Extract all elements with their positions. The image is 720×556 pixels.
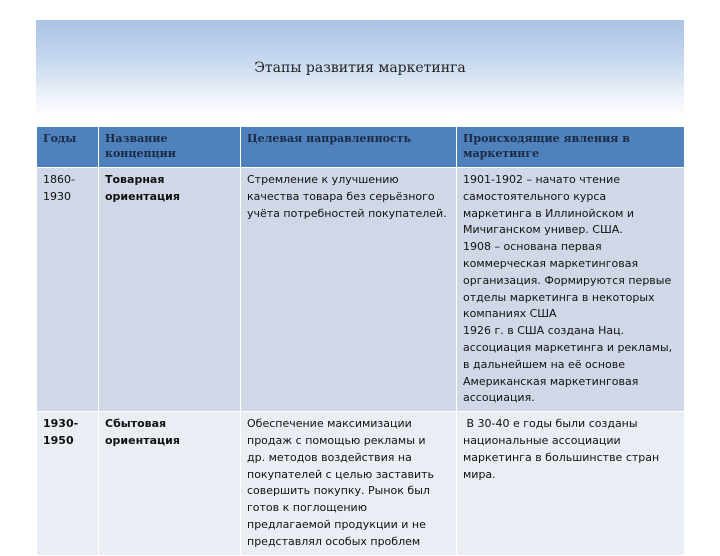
cell-text: др. методов воздействия на — [247, 450, 412, 464]
cell-focus — [241, 168, 457, 412]
header-text: Целевая направленность — [247, 132, 411, 145]
cell-text: Товарная — [105, 173, 165, 186]
table-header-row — [37, 127, 685, 168]
cell-events — [457, 168, 685, 412]
cell-text: 1930- — [43, 417, 79, 431]
cell-text: ассоциация. — [463, 391, 535, 405]
cell-text: В 30-40 е годы были созданы — [463, 417, 638, 431]
cell-years — [37, 412, 99, 555]
cell-text: Мичиганском универ. США. — [463, 223, 623, 237]
header-text: Происходящие явления в — [463, 132, 630, 145]
cell-text: 1860- — [43, 173, 75, 186]
cell-text: Обеспечение максимизации — [247, 417, 412, 431]
cell-focus — [241, 412, 457, 555]
marketing-stages-table — [36, 126, 685, 556]
cell-text: 1908 – основана первая — [463, 240, 602, 254]
cell-text: готов к поглощению — [247, 501, 367, 515]
cell-text: коммерческая маркетинговая — [463, 256, 639, 270]
header-events — [457, 127, 685, 168]
cell-text: ориентация — [105, 189, 180, 203]
header-concept — [99, 127, 241, 168]
cell-text: национальные ассоциации — [463, 433, 621, 447]
cell-text: Американская маркетинговая — [463, 374, 639, 388]
table-row — [37, 412, 685, 555]
cell-text: мира. — [463, 467, 496, 481]
header-years — [37, 127, 99, 168]
header-focus — [241, 127, 457, 168]
cell-text: покупателей с целью заставить — [247, 467, 435, 481]
cell-text: представлял особых проблем — [247, 534, 421, 548]
cell-text: предлагаемой продукции и не — [247, 517, 426, 531]
cell-text: совершить покупку. Рынок был — [247, 484, 430, 498]
cell-text: продаж с помощью рекламы и — [247, 433, 426, 447]
cell-text: 1950 — [43, 433, 74, 447]
cell-text: компаниях США — [463, 307, 557, 321]
header-text: Название — [105, 132, 168, 145]
cell-text: отделы маркетинга в некоторых — [463, 290, 655, 304]
table-row — [37, 168, 685, 412]
title-band — [36, 20, 684, 116]
cell-text: самостоятельного курса — [463, 189, 607, 203]
cell-concept — [99, 168, 241, 412]
cell-text: маркетинга в Иллинойском и — [463, 206, 635, 220]
header-text: концепции — [105, 147, 176, 160]
cell-text: 1901-1902 – начато чтение — [463, 173, 621, 186]
cell-concept — [99, 412, 241, 555]
cell-events — [457, 412, 685, 555]
cell-years — [37, 168, 99, 412]
header-text: Годы — [43, 132, 77, 145]
cell-text: ассоциация маркетинга и рекламы, — [463, 340, 673, 354]
cell-text: организация. Формируются первые — [463, 273, 672, 287]
cell-text: Сбытовая — [105, 417, 167, 431]
cell-text: 1926 г. в США создана Нац. — [463, 324, 625, 338]
cell-text: в дальнейшем на её основе — [463, 357, 625, 371]
cell-text: качества товара без серьёзного — [247, 189, 435, 203]
slide-title: Этапы развития маркетинга — [254, 60, 466, 76]
cell-text: ориентация — [105, 433, 180, 447]
cell-text: 1930 — [43, 189, 71, 203]
cell-text: учёта потребностей покупателей. — [247, 206, 447, 220]
header-text: маркетинге — [463, 147, 540, 160]
cell-text: Стремление к улучшению — [247, 173, 399, 186]
cell-text: маркетинга в большинстве стран — [463, 450, 660, 464]
